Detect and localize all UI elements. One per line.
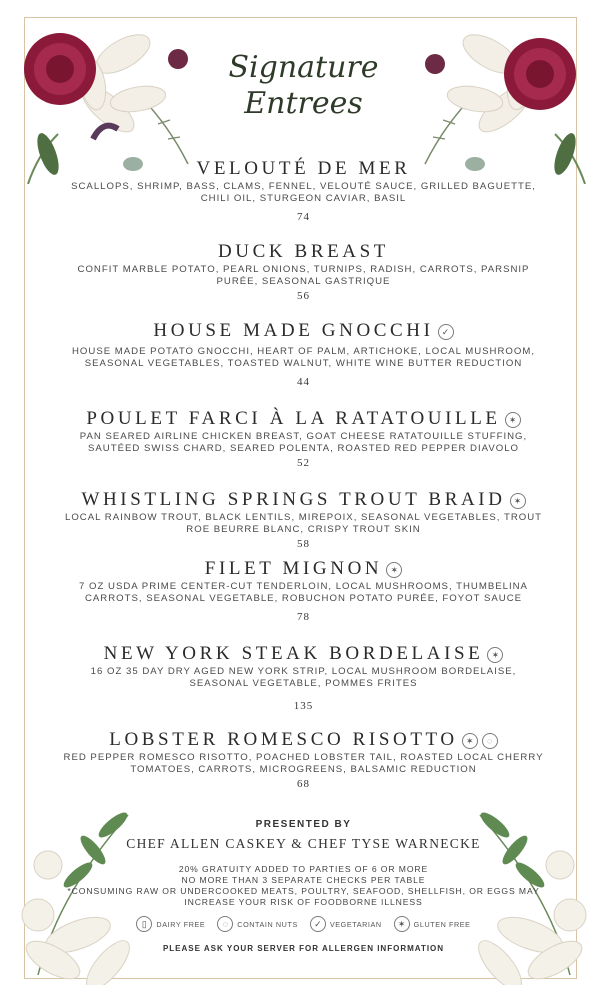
legend-vegetarian: [310, 916, 382, 932]
dish-name: VELOUTÉ DE MER: [196, 158, 411, 179]
dish-description: SCALLOPS, SHRIMP, BASS, CLAMS, FENNEL, VELOUTÉ SAUCE, GRILLED BAGUETTE, CHILI OIL, STURGEON CAVIAR, BASIL: [71, 181, 536, 204]
legend-label: DAIRY FREE: [156, 919, 206, 929]
dish-description: PAN SEARED AIRLINE CHICKEN BREAST, GOAT CHEESE RATATOUILLE STUFFING, SAUTÉED SWISS CHARD, SEARED POLENTA, ROASTED RED PEPPER DIAVOLO: [79, 431, 528, 454]
gluten-free-icon: ✶: [487, 647, 503, 663]
legend-gluten-free: [394, 916, 471, 932]
gluten-free-icon: ✶: [462, 733, 478, 749]
dish-price: 135: [293, 700, 314, 712]
menu-title-line1: Signature: [228, 50, 379, 85]
vegetarian-icon: ✓: [310, 916, 326, 932]
dish-price: 74: [297, 211, 310, 223]
gluten-free-icon: ✶: [386, 562, 402, 578]
dish-name: POULET FARCI À LA RATATOUILLE: [86, 408, 501, 429]
dish-description: 16 OZ 35 DAY DRY AGED NEW YORK STRIP, LOCAL MUSHROOM BORDELAISE, SEASONAL VEGETABLE, POMMES FRITES: [90, 666, 517, 689]
dish-price: 52: [297, 457, 310, 469]
policy-notes: [60, 864, 547, 908]
gluten-free-icon: ✶: [505, 412, 521, 428]
menu-footer: [60, 819, 547, 953]
dish-name: FILET MIGNON: [204, 558, 383, 579]
dish-poulet-farci: [60, 408, 547, 469]
dairy-free-icon: ▯: [136, 916, 152, 932]
legend-label: CONTAIN NUTS: [237, 919, 298, 929]
dish-name: HOUSE MADE GNOCCHI: [153, 320, 434, 341]
legend-label: VEGETARIAN: [329, 919, 382, 929]
vegetarian-icon: ✓: [438, 324, 454, 340]
dish-name: WHISTLING SPRINGS TROUT BRAID: [81, 489, 506, 510]
dish-price: 78: [297, 611, 310, 623]
dish-filet-mignon: [60, 558, 547, 623]
chef-names: CHEF ALLEN CASKEY & CHEF TYSE WARNECKE: [126, 836, 481, 851]
menu-title: [0, 50, 607, 122]
gluten-free-icon: ✶: [510, 493, 526, 509]
dish-name-row: [60, 729, 547, 751]
allergen-notice: PLEASE ASK YOUR SERVER FOR ALLERGEN INFORMATION: [162, 944, 445, 953]
dish-description: 7 OZ USDA PRIME CENTER-CUT TENDERLOIN, LOCAL MUSHROOMS, THUMBELINA CARROTS, SEASONAL VEGETABLE, ROBUCHON POTATO PURÉE, FOYOT SAUCE: [79, 581, 528, 604]
dish-description: RED PEPPER ROMESCO RISOTTO, POACHED LOBSTER TAIL, ROASTED LOCAL CHERRY TOMATOES, CARROTS, MICROGREENS, BALSAMIC REDUCTION: [63, 752, 544, 775]
dish-new-york-steak-bordelaise: [60, 643, 547, 712]
dish-description: CONFIT MARBLE POTATO, PEARL ONIONS, TURNIPS, RADISH, CARROTS, PARSNIP PURÉE, SEASONAL GASTRIQUE: [77, 264, 530, 287]
dish-price: 56: [297, 290, 310, 302]
dish-name: NEW YORK STEAK BORDELAISE: [103, 643, 484, 664]
legend-contain-nuts: [217, 916, 298, 932]
gluten-free-icon: ✶: [394, 916, 410, 932]
menu-title-line2: Entrees: [244, 86, 363, 121]
dish-name-row: [60, 643, 547, 665]
dish-name-row: [60, 408, 547, 430]
dish-price: 68: [297, 778, 310, 790]
legend-label: GLUTEN FREE: [413, 919, 471, 929]
dish-name-row: [60, 320, 547, 342]
dish-lobster-romesco-risotto: [60, 729, 547, 790]
dish-price: 44: [297, 376, 310, 388]
dish-description: LOCAL RAINBOW TROUT, BLACK LENTILS, MIREPOIX, SEASONAL VEGETABLES, TROUT ROE BEURRE BLANC, CRISPY TROUT SKIN: [65, 512, 542, 535]
gratuity-note: 20% GRATUITY ADDED TO PARTIES OF 6 OR MORE: [178, 864, 429, 874]
dish-house-made-gnocchi: [60, 320, 547, 388]
dish-name-row: [60, 558, 547, 580]
consumption-warning: *CONSUMING RAW OR UNDERCOOKED MEATS, POULTRY, SEAFOOD, SHELLFISH, OR EGGS MAY INCREASE YOUR RISK OF FOODBORNE ILLNESS: [67, 886, 540, 907]
dish-name-row: [60, 489, 547, 511]
dish-veloute-de-mer: [60, 158, 547, 223]
dish-name: DUCK BREAST: [217, 241, 390, 262]
contain-nuts-icon: ◌: [482, 733, 498, 749]
contain-nuts-icon: ◌: [217, 916, 233, 932]
checks-note: NO MORE THAN 3 SEPARATE CHECKS PER TABLE: [181, 875, 426, 885]
presented-by: PRESENTED BY: [255, 819, 352, 830]
dish-whistling-springs-trout-braid: [60, 489, 547, 550]
dish-price: 58: [297, 538, 310, 550]
legend-dairy-free: [136, 916, 205, 932]
dietary-legend: [60, 916, 547, 932]
dish-description: HOUSE MADE POTATO GNOCCHI, HEART OF PALM, ARTICHOKE, LOCAL MUSHROOM, SEASONAL VEGETABLES, TOASTED WALNUT, WHITE WINE BUTTER REDUCTION: [72, 346, 535, 369]
dish-name: LOBSTER ROMESCO RISOTTO: [109, 729, 458, 750]
dish-duck-breast: [60, 241, 547, 302]
